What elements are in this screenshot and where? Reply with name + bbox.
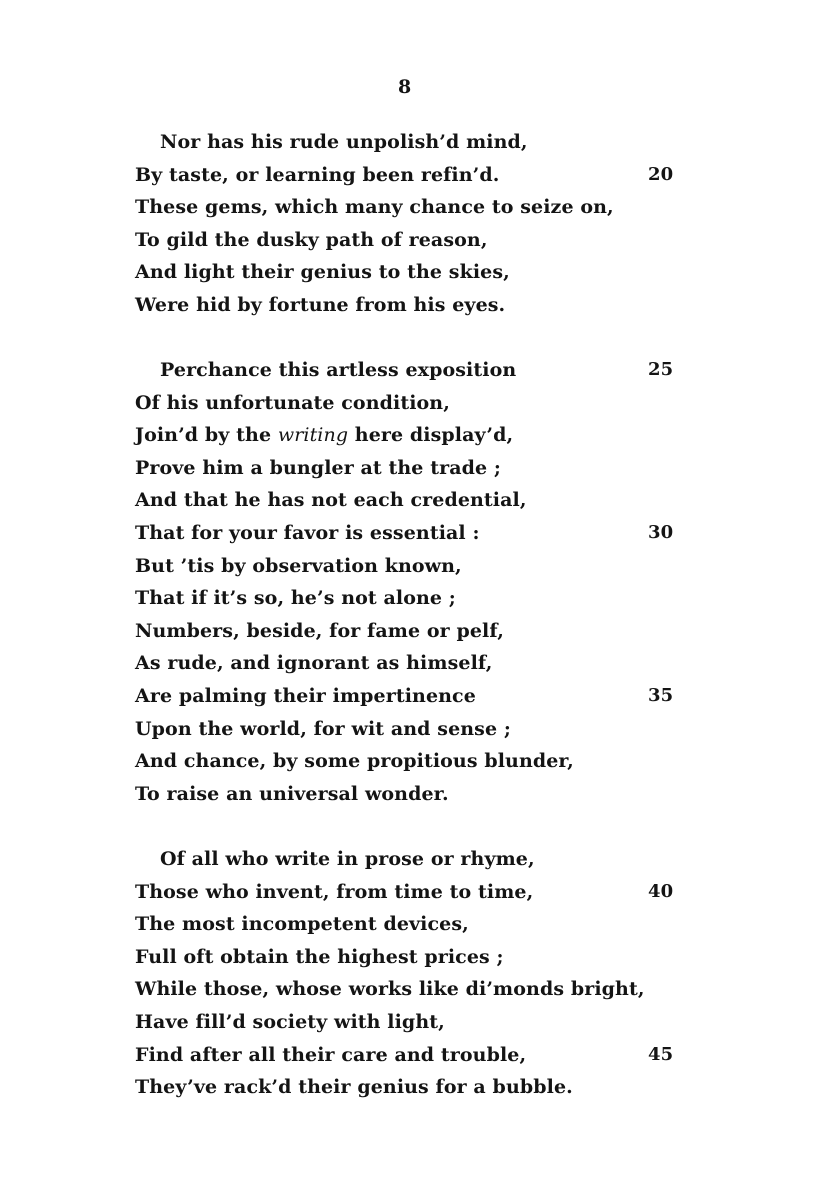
verse-text: Full oft obtain the highest prices ;	[135, 945, 504, 968]
verse-line	[0, 680, 840, 713]
line-number: 25	[648, 359, 674, 380]
verse-text: Those who invent, from time to time,	[135, 880, 534, 903]
verse-text: While those, whose works like di’monds bright,	[135, 978, 645, 1001]
verse-text-after: here display’d,	[348, 424, 514, 447]
verse-text: Find after all their care and trouble,	[135, 1043, 527, 1066]
verse-text: But ’tis by observation known,	[135, 554, 462, 577]
verse-line	[0, 647, 840, 680]
verse-text	[135, 419, 513, 452]
verse-text: As rude, and ignorant as himself,	[135, 652, 493, 675]
verse-line	[0, 908, 840, 941]
verse-text: And that he has not each credential,	[135, 489, 527, 512]
verse-text: Upon the world, for wit and sense ;	[135, 717, 511, 740]
line-number: 45	[648, 1043, 674, 1065]
verse-text: Of all who write in prose or rhyme,	[160, 848, 535, 870]
verse-line	[0, 126, 840, 159]
verse-text: Numbers, beside, for fame or pelf,	[135, 619, 504, 642]
verse-line	[0, 582, 840, 615]
italic-word: writing	[277, 424, 349, 447]
verse-line	[0, 256, 840, 289]
verse-text: That for your favor is essential :	[135, 521, 480, 544]
verse-text-before: Join’d by the	[135, 424, 278, 447]
verse-line	[0, 941, 840, 974]
verse-text: Are palming their impertinence	[135, 684, 476, 707]
verse-line	[0, 159, 840, 192]
verse-text: Perchance this artless exposition	[160, 359, 517, 381]
verse-line	[0, 419, 840, 452]
verse-text: That if it’s so, he’s not alone ;	[135, 587, 456, 610]
verse-text: Prove him a bungler at the trade ;	[135, 456, 502, 479]
verse-line	[0, 973, 840, 1006]
verse-text: And light their genius to the skies,	[135, 261, 510, 284]
verse-text: The most incompetent devices,	[135, 913, 469, 936]
verse-text: By taste, or learning been refin’d.	[135, 163, 500, 186]
verse-line	[0, 550, 840, 583]
verse-text: They’ve rack’d their genius for a bubble.	[135, 1076, 573, 1099]
verse-line	[0, 354, 840, 387]
verse-text: Were hid by fortune from his eyes.	[135, 293, 506, 316]
line-number: 35	[648, 684, 674, 706]
verse-line	[0, 843, 840, 876]
verse-text: Have fill’d society with light,	[135, 1010, 445, 1033]
verse-text: Nor has his rude unpolish’d mind,	[160, 131, 528, 153]
line-number: 40	[648, 880, 674, 902]
verse-line	[0, 289, 840, 322]
verse-text: These gems, which many chance to seize on,	[135, 196, 614, 219]
verse-line	[0, 387, 840, 420]
verse-line	[0, 191, 840, 224]
verse-line	[0, 452, 840, 485]
verse-line	[0, 615, 840, 648]
verse-line	[0, 713, 840, 746]
verse-text: To gild the dusky path of reason,	[135, 228, 488, 251]
verse-text: Of his unfortunate condition,	[135, 391, 450, 414]
stanza-1	[0, 126, 840, 322]
line-number: 20	[648, 163, 674, 185]
stanza-2	[0, 354, 840, 810]
verse-line	[0, 484, 840, 517]
verse-line	[0, 778, 840, 811]
verse-line	[0, 745, 840, 778]
verse-line	[0, 1071, 840, 1104]
verse-line	[0, 224, 840, 257]
stanza-3	[0, 843, 840, 1104]
page-number: 8	[398, 76, 412, 98]
verse-line	[0, 517, 840, 550]
line-number: 30	[648, 521, 674, 543]
verse-line	[0, 1039, 840, 1072]
verse-text: And chance, by some propitious blunder,	[135, 750, 574, 773]
verse-line	[0, 876, 840, 909]
verse-text: To raise an universal wonder.	[135, 782, 449, 805]
verse-line	[0, 1006, 840, 1039]
